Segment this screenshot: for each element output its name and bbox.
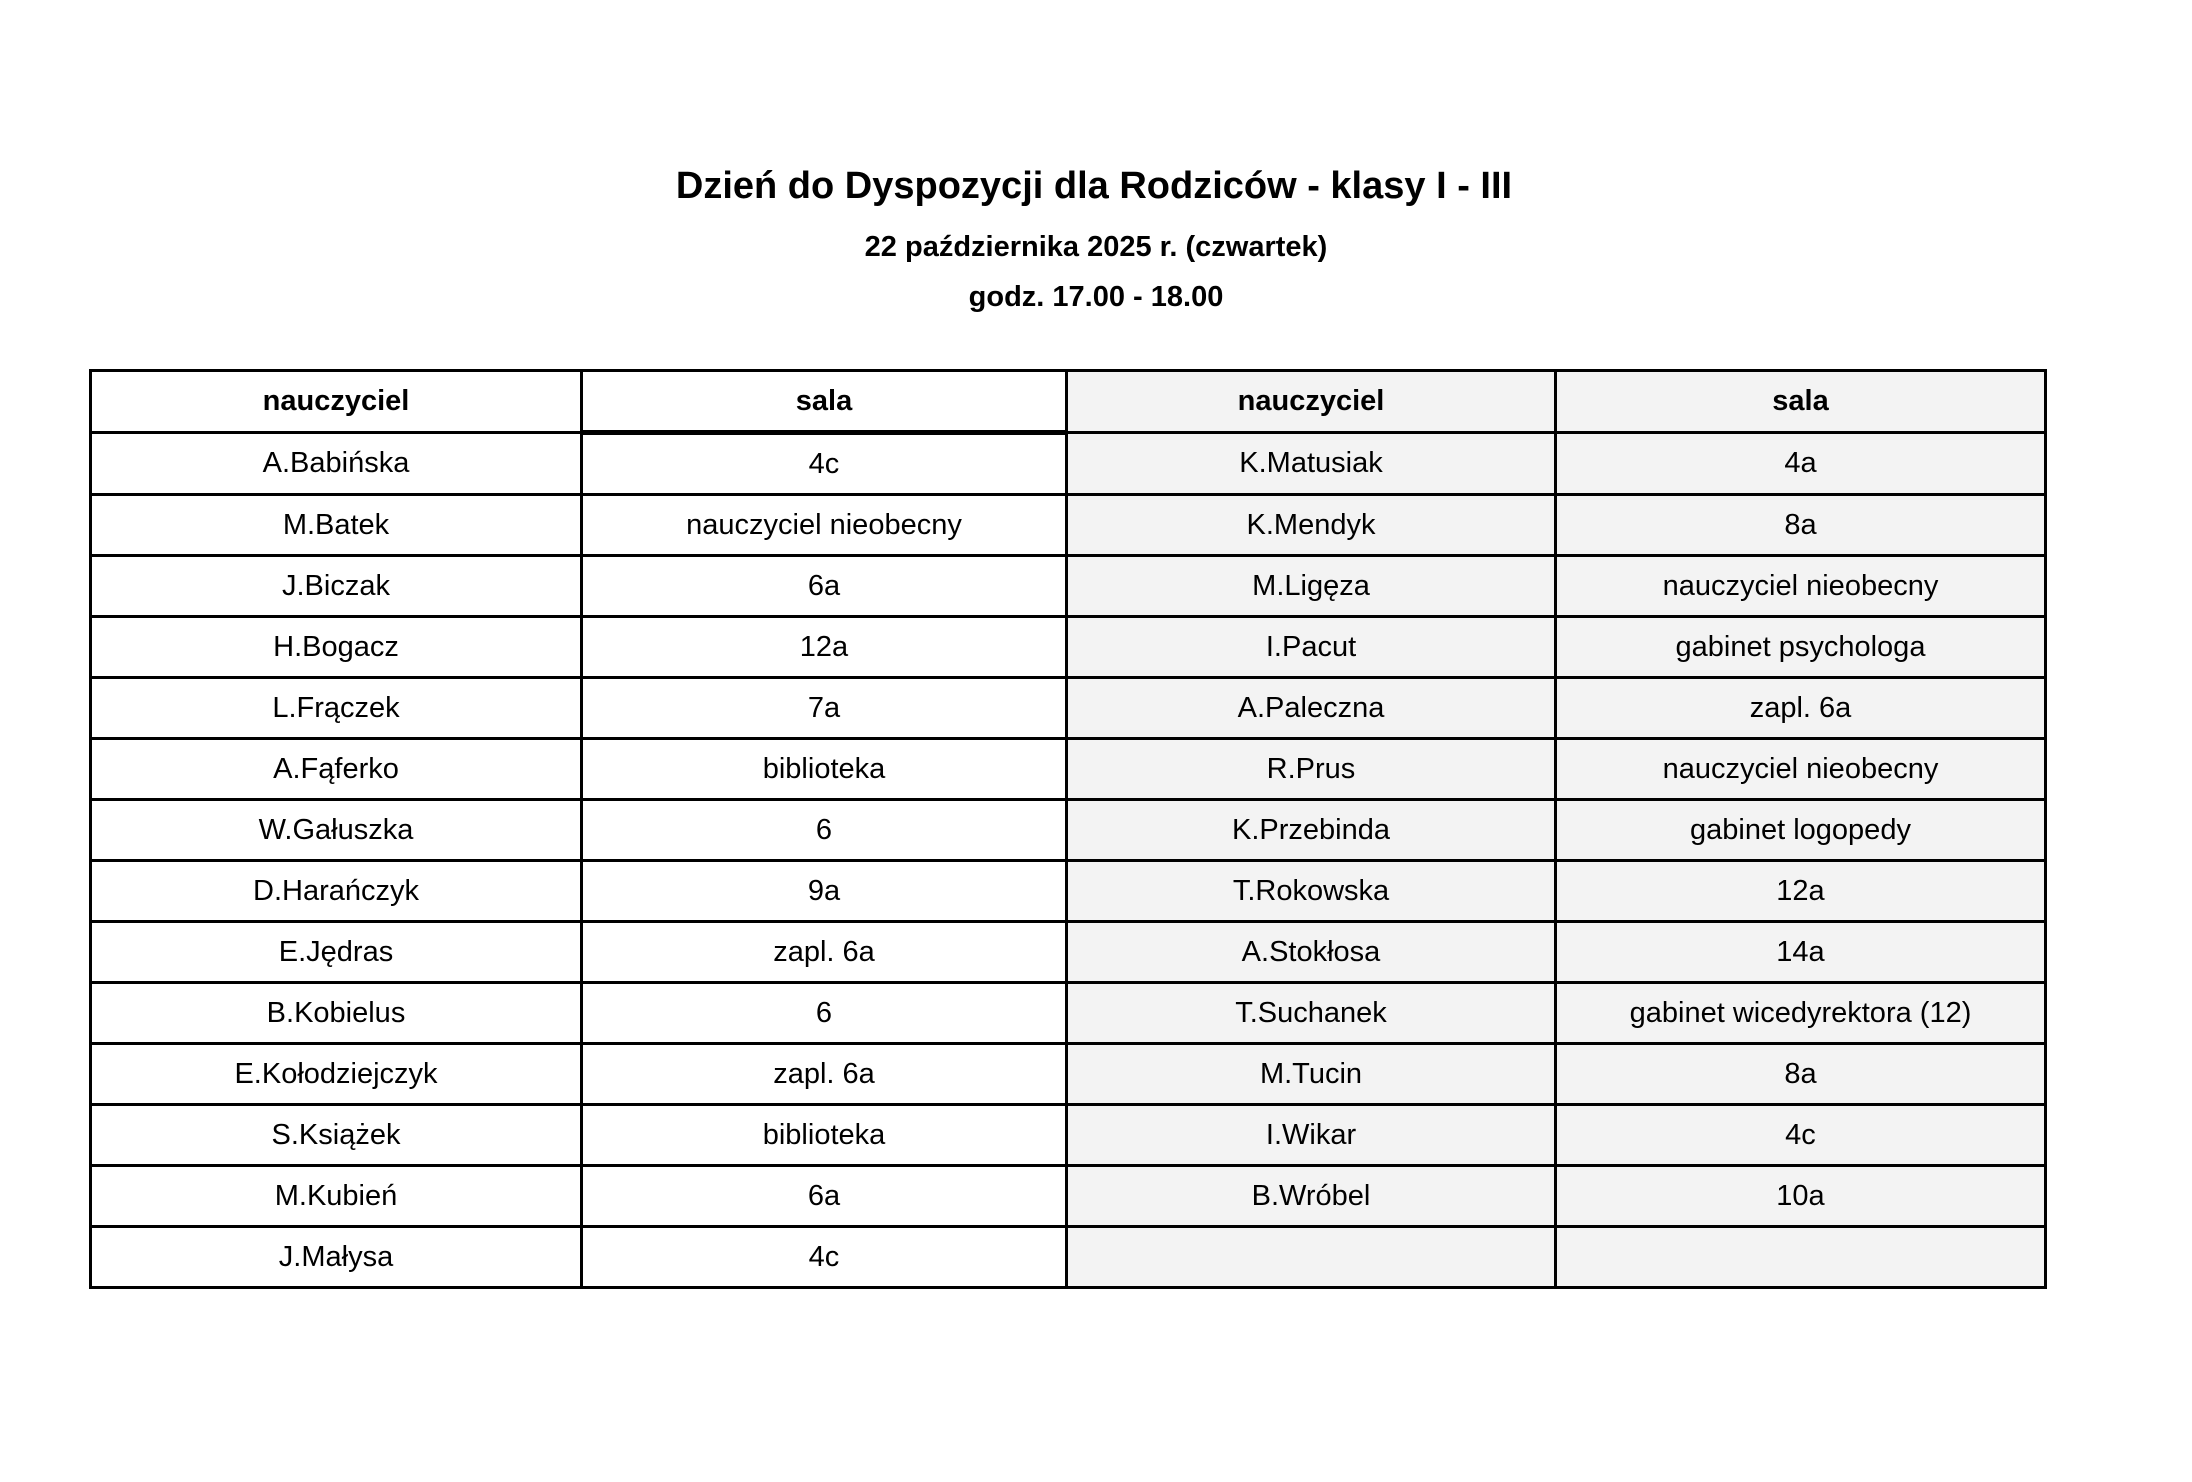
room-right-cell: nauczyciel nieobecny xyxy=(1556,556,2046,617)
table-row xyxy=(91,1105,2046,1166)
room-right-cell: 10a xyxy=(1556,1166,2046,1227)
room-left-cell: 12a xyxy=(582,617,1067,678)
room-left-cell: biblioteka xyxy=(582,1105,1067,1166)
teacher-left-cell: A.Fąferko xyxy=(91,739,582,800)
table-row xyxy=(91,800,2046,861)
room-right-cell: 8a xyxy=(1556,1044,2046,1105)
teacher-right-cell: K.Matusiak xyxy=(1067,433,1556,495)
room-left-cell: 6a xyxy=(582,1166,1067,1227)
teacher-right-cell: T.Rokowska xyxy=(1067,861,1556,922)
room-right-cell: 8a xyxy=(1556,495,2046,556)
header-teacher-right: nauczyciel xyxy=(1067,371,1556,433)
room-left-cell: 9a xyxy=(582,861,1067,922)
teacher-left-cell: M.Kubień xyxy=(91,1166,582,1227)
teacher-left-cell: E.Jędras xyxy=(91,922,582,983)
teacher-left-cell: J.Małysa xyxy=(91,1227,582,1288)
table-row xyxy=(91,433,2046,495)
table-body xyxy=(91,433,2046,1288)
table-row xyxy=(91,1044,2046,1105)
room-left-cell: 6a xyxy=(582,556,1067,617)
room-right-cell xyxy=(1556,1227,2046,1288)
table-row xyxy=(91,1227,2046,1288)
teacher-right-cell: M.Ligęza xyxy=(1067,556,1556,617)
teacher-left-cell: M.Batek xyxy=(91,495,582,556)
teacher-room-table xyxy=(89,369,2047,1289)
event-date: 22 października 2025 r. (czwartek) xyxy=(864,231,1328,263)
teacher-left-cell: H.Bogacz xyxy=(91,617,582,678)
teacher-right-cell: I.Wikar xyxy=(1067,1105,1556,1166)
room-right-cell: nauczyciel nieobecny xyxy=(1556,739,2046,800)
teacher-left-cell: E.Kołodziejczyk xyxy=(91,1044,582,1105)
room-left-cell: zapl. 6a xyxy=(582,922,1067,983)
teacher-left-cell: W.Gałuszka xyxy=(91,800,582,861)
room-left-cell: biblioteka xyxy=(582,739,1067,800)
teacher-left-cell: J.Biczak xyxy=(91,556,582,617)
event-hours: godz. 17.00 - 18.00 xyxy=(968,281,1224,313)
teacher-right-cell: T.Suchanek xyxy=(1067,983,1556,1044)
table-row xyxy=(91,861,2046,922)
teacher-left-cell: B.Kobielus xyxy=(91,983,582,1044)
teacher-left-cell: L.Frączek xyxy=(91,678,582,739)
teacher-right-cell: K.Mendyk xyxy=(1067,495,1556,556)
teacher-right-cell: M.Tucin xyxy=(1067,1044,1556,1105)
room-right-cell: gabinet logopedy xyxy=(1556,800,2046,861)
table-row xyxy=(91,556,2046,617)
room-left-cell: 6 xyxy=(582,800,1067,861)
teacher-left-cell: S.Książek xyxy=(91,1105,582,1166)
teacher-right-cell: B.Wróbel xyxy=(1067,1166,1556,1227)
teacher-right-cell: K.Przebinda xyxy=(1067,800,1556,861)
room-right-cell: 4c xyxy=(1556,1105,2046,1166)
room-right-cell: gabinet psychologa xyxy=(1556,617,2046,678)
teacher-right-cell: I.Pacut xyxy=(1067,617,1556,678)
room-right-cell: 14a xyxy=(1556,922,2046,983)
teacher-left-cell: D.Harańczyk xyxy=(91,861,582,922)
table-row xyxy=(91,678,2046,739)
teacher-right-cell xyxy=(1067,1227,1556,1288)
table-header-row xyxy=(91,371,2046,433)
room-right-cell: zapl. 6a xyxy=(1556,678,2046,739)
room-right-cell: gabinet wicedyrektora (12) xyxy=(1556,983,2046,1044)
table-row xyxy=(91,983,2046,1044)
table-row xyxy=(91,922,2046,983)
room-right-cell: 12a xyxy=(1556,861,2046,922)
header-room-right: sala xyxy=(1556,371,2046,433)
teacher-right-cell: R.Prus xyxy=(1067,739,1556,800)
table-row xyxy=(91,739,2046,800)
header-teacher-left: nauczyciel xyxy=(91,371,582,433)
room-left-cell: 7a xyxy=(582,678,1067,739)
room-left-cell: 4c xyxy=(582,433,1067,495)
room-left-cell: nauczyciel nieobecny xyxy=(582,495,1067,556)
table-row xyxy=(91,617,2046,678)
room-right-cell: 4a xyxy=(1556,433,2046,495)
header-room-left: sala xyxy=(582,371,1067,433)
table-row xyxy=(91,1166,2046,1227)
room-left-cell: zapl. 6a xyxy=(582,1044,1067,1105)
room-left-cell: 4c xyxy=(582,1227,1067,1288)
table-row xyxy=(91,495,2046,556)
teacher-right-cell: A.Stokłosa xyxy=(1067,922,1556,983)
teacher-right-cell: A.Paleczna xyxy=(1067,678,1556,739)
teacher-left-cell: A.Babińska xyxy=(91,433,582,495)
room-left-cell: 6 xyxy=(582,983,1067,1044)
page-title: Dzień do Dyspozycji dla Rodziców - klasy I - III xyxy=(675,165,1513,207)
